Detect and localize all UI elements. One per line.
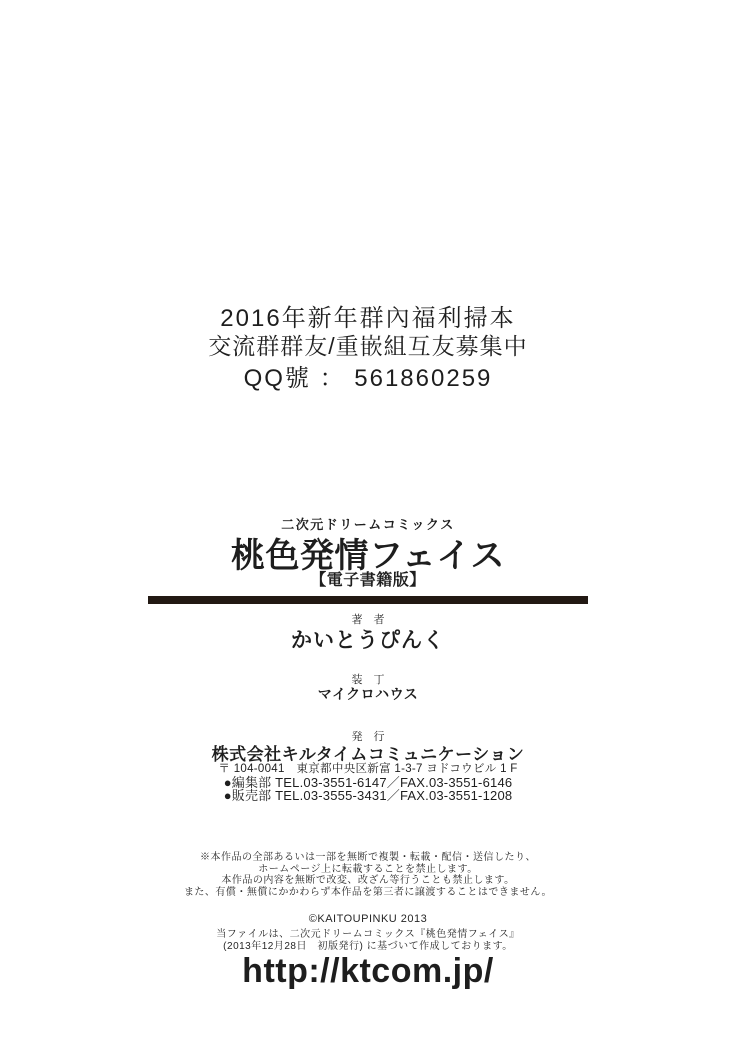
usage-notice-line-4: また、有償・無償にかかわらず本作品を第三者に譲渡することはできません。 [183, 886, 553, 898]
publisher-address: 〒 104-0041 東京都中央区新富 1-3-7 ヨドコウビル 1 F [218, 763, 518, 775]
usage-notice-line-1: ※本作品の全部あるいは一部を無断で複製・転載・配信・送信したり、 [200, 852, 536, 863]
publisher-url: http://ktcom.jp/ [242, 952, 494, 990]
book-title: 桃色発情フェイス [231, 537, 505, 575]
source-note-line-2: (2013年12月28日 初版発行) に基づいて作成しております。 [223, 941, 513, 952]
publisher-name: 株式会社キルタイムコミュニケーション [211, 745, 525, 764]
designer-label: 装 丁 [351, 674, 385, 686]
scan-note-line-1: 2016年新年群內福利掃本 [220, 305, 516, 332]
usage-notice-line-2: ホームページ上に転載することを禁止します。 [258, 863, 478, 875]
usage-notice [0, 852, 736, 898]
author-name: かいとうぴんく [291, 629, 445, 652]
source-note-line-1: 当ファイルは、二次元ドリームコミックス『桃色発情フェイス』 [216, 929, 520, 940]
series-label: 二次元ドリームコミックス [281, 517, 455, 532]
scan-note-qq-number: QQ號 ： 561860259 [243, 365, 493, 392]
copyright-line: ©KAITOUPINKU 2013 [308, 913, 428, 925]
publisher-label: 発 行 [351, 731, 385, 743]
scan-note-line-2: 交流群群友/重嵌組互友募集中 [208, 333, 528, 359]
usage-notice-line-3: 本作品の内容を無断で改変、改ざん等行うことも禁止します。 [221, 875, 515, 887]
edition-label: 【電子書籍版】 [310, 572, 426, 589]
divider-bar [148, 596, 588, 604]
author-label: 著 者 [351, 614, 385, 626]
sales-contact: ●販売部 TEL.03-3555-3431／FAX.03-3551-1208 [223, 788, 513, 803]
editorial-contact: ●編集部 TEL.03-3551-6147／FAX.03-3551-6146 [223, 775, 513, 790]
designer-name: マイクロハウス [317, 686, 419, 702]
